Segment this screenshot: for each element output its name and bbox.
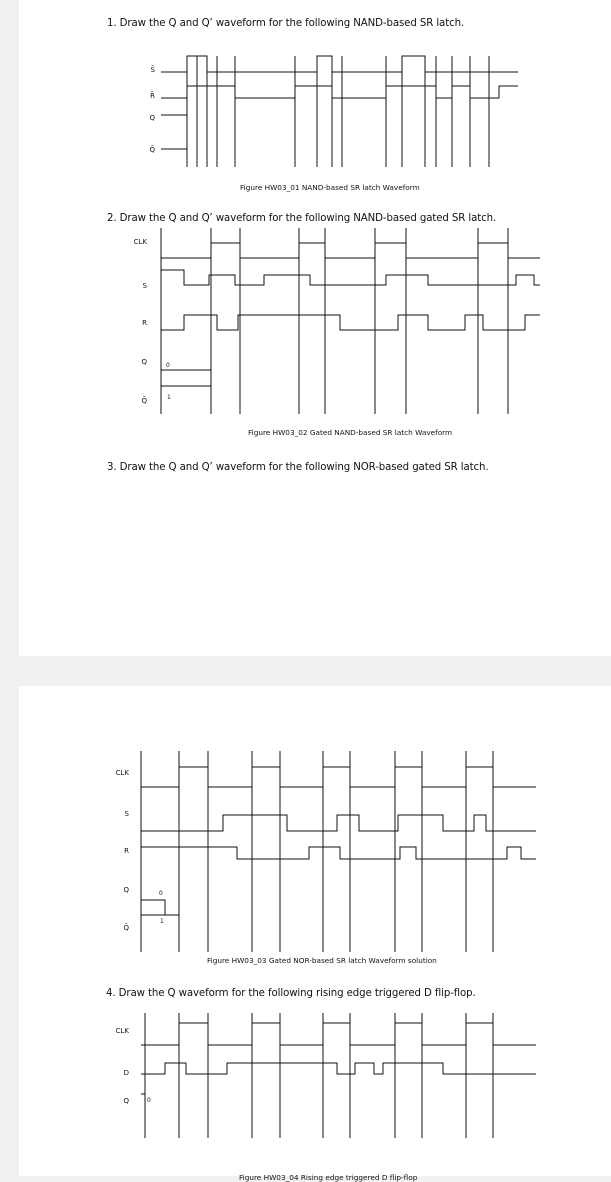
worksheet-page-1 [19, 0, 611, 656]
fig2-label-q: Q [141, 358, 147, 366]
fig3-label-r: R [124, 847, 129, 855]
fig2-gridlines [161, 228, 508, 414]
fig3-r-wave [141, 847, 536, 859]
fig4-clk-wave [141, 1023, 536, 1045]
fig2-label-qbar: Q̄ [141, 397, 147, 405]
fig3-label-qbar: Q̄ [123, 924, 129, 932]
worksheet-page-2 [19, 686, 611, 1182]
fig1-q-wave [161, 115, 187, 125]
question-3-text: 3. Draw the Q and Q’ waveform for the following NOR-based gated SR latch. [107, 462, 489, 473]
figure-2-caption: Figure HW03_02 Gated NAND-based SR latch Waveform [248, 428, 453, 437]
fig2-label-clk: CLK [133, 238, 147, 246]
sheet1-waveforms [19, 0, 611, 656]
sheet2-waveforms [19, 686, 611, 1176]
fig1-gridlines [187, 56, 489, 167]
fig3-initial-qbar: 1 [160, 918, 164, 925]
fig3-label-s: S [124, 810, 129, 818]
fig4-d-wave [141, 1063, 536, 1074]
fig1-sbar-wave [161, 56, 518, 72]
fig1-label-sbar: S̄ [150, 66, 155, 74]
fig2-clk-wave [161, 243, 540, 258]
fig1-label-qbar: Q̄ [149, 146, 155, 154]
fig4-waveforms [141, 1013, 536, 1138]
fig2-initial-qbar: 1 [167, 394, 171, 401]
fig3-initial-q: 0 [159, 890, 163, 897]
fig2-initial-q: 0 [166, 362, 170, 369]
fig2-waveforms [161, 228, 540, 414]
fig4-initial-q: 0 [147, 1097, 151, 1104]
question-2-text: 2. Draw the Q and Q’ waveform for the following NAND-based gated SR latch. [107, 213, 497, 224]
fig4-gridlines [145, 1013, 493, 1138]
fig3-s-wave [141, 815, 536, 831]
fig1-label-rbar: R̄ [150, 92, 155, 100]
fig2-label-r: R [142, 319, 147, 327]
fig4-label-clk: CLK [115, 1027, 129, 1035]
fig3-label-q: Q [123, 886, 129, 894]
fig3-waveforms [141, 751, 536, 952]
fig1-qbar-wave [161, 149, 187, 161]
figure-3-caption: Figure HW03_03 Gated NOR-based SR latch Waveform solution [207, 956, 437, 965]
question-1-text: 1. Draw the Q and Q’ waveform for the following NAND-based SR latch. [107, 18, 465, 29]
fig2-r-wave [161, 315, 540, 330]
fig4-label-q: Q [123, 1097, 129, 1105]
fig3-label-clk: CLK [115, 769, 129, 777]
fig2-q-wave [161, 370, 211, 384]
fig3-q-wave [141, 900, 165, 915]
fig2-label-s: S [142, 282, 147, 290]
figure-1-caption: Figure HW03_01 NAND-based SR latch Waveform [240, 183, 420, 192]
fig1-label-q: Q [149, 114, 155, 122]
fig4-q-wave [141, 1094, 145, 1116]
fig3-clk-wave [141, 767, 536, 787]
fig1-rbar-wave [161, 86, 518, 98]
fig3-gridlines [141, 751, 493, 952]
fig1-waveforms [161, 56, 518, 167]
question-4-text: 4. Draw the Q waveform for the following rising edge triggered D flip-flop. [106, 988, 476, 999]
fig2-s-wave [161, 270, 540, 285]
fig4-label-d: D [123, 1069, 129, 1077]
figure-4-caption: Figure HW03_04 Rising edge triggered D flip-flop [239, 1173, 418, 1182]
